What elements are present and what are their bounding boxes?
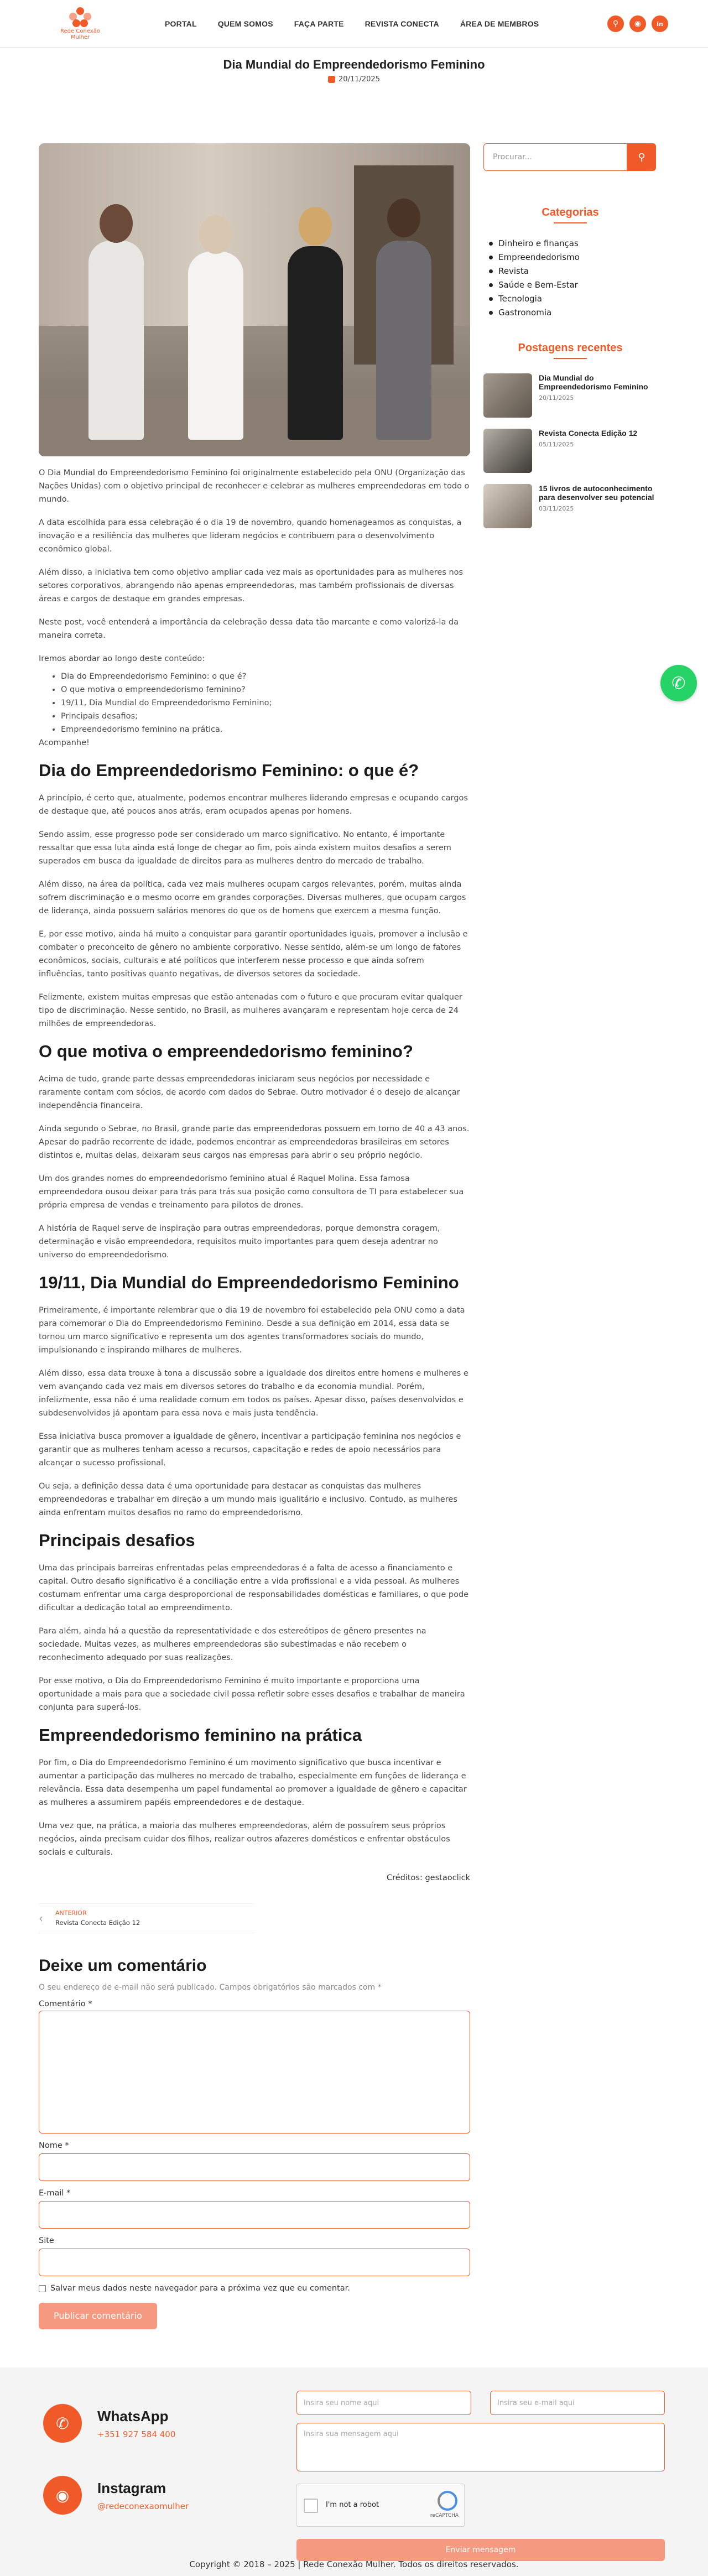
search-icon[interactable]: ⚲: [607, 15, 624, 32]
section-paragraph: Além disso, essa data trouxe à tona a discussão sobre a igualdade dos direitos entre homens e mulheres e vem avançando cada vez mais em diversos setores do trabalho e da economia mundial. Porém, infelizmente, essa não é uma realidade comum em todos os países. Apesar disso, países desenvolvidos e subdesenvolvidos já apontam para essa nova e mais justa tendência.: [39, 1369, 468, 1418]
post-content: [39, 143, 470, 2329]
whatsapp-contact[interactable]: [43, 2404, 175, 2443]
instagram-icon: ◉: [43, 2476, 82, 2515]
site-logo[interactable]: [55, 7, 105, 40]
recent-post-date: 03/11/2025: [539, 505, 574, 512]
comment-textarea[interactable]: [39, 2011, 470, 2133]
logo-icon: [69, 7, 91, 27]
section-paragraph: Sendo assim, esse progresso pode ser considerado um marco significativo. No entanto, é importante ressaltar que essa luta ainda está longe de chegar ao fim, pois ainda existem muitos desafios a serem superados em busca da igualdade de direitos para as mulheres dentro do mercado de trabalho.: [39, 830, 451, 866]
name-input[interactable]: [39, 2153, 470, 2181]
previous-post-title: Revista Conecta Edição 12: [55, 1919, 140, 1927]
site-label: Site: [39, 2236, 54, 2245]
section-paragraph: Por fim, o Dia do Empreendedorismo Feminino é um movimento significativo que busca incentivar e aumentar a participação das mulheres no mercado de trabalho, especialmente em funções de liderança e relevância. Essa data desempenha um papel fundamental ao promover a igualdade de gênero e capacitar as mulheres a assumirem papéis empreendedores e de destaque.: [39, 1758, 467, 1807]
section-paragraph: Por esse motivo, o Dia do Empreendedorismo Feminino é muito importante e proporciona uma oportunidade a mais para que a sociedade civil possa refletir sobre esses desafios e trabalhar de maneira conjunta para superá-los.: [39, 1677, 465, 1712]
categories-title: Categorias: [542, 206, 599, 218]
contact-email-input[interactable]: Insira seu e-mail aqui: [490, 2391, 665, 2415]
submit-comment-button[interactable]: Publicar comentário: [39, 2303, 157, 2329]
category-link[interactable]: Revista: [489, 264, 657, 278]
copyright: Copyright © 2018 – 2025 | Rede Conexão Mulher. Todos os direitos reservados.: [189, 2559, 519, 2569]
recaptcha-label: I'm not a robot: [326, 2501, 379, 2509]
calendar-icon: [328, 76, 335, 83]
toc-item: • Dia do Empreendedorismo Feminino: o que é?: [61, 670, 470, 683]
section-paragraph: Acima de tudo, grande parte dessas empreendedoras iniciaram seus negócios por necessidade e raramente contam com sócios, de acordo com dados do Sebrae. Outro motivador é o desejo de alcançar independência financeira.: [39, 1075, 460, 1110]
category-link[interactable]: Saúde e Bem-Estar: [489, 278, 657, 292]
save-info-checkbox[interactable]: [39, 2285, 46, 2292]
section-paragraph: Primeiramente, é importante relembrar que o dia 19 de novembro foi estabelecido pela ONU como a data para comemorar o Dia do Empreendedorismo Feminino. Desde a sua definição em 2014, essa data se tornou um marco significativo e representa um dos agentes transformadores sociais do mundo, impulsionando e inspirando milhares de mulheres.: [39, 1306, 465, 1355]
intro-paragraph: Além disso, a iniciativa tem como objetivo ampliar cada vez mais as oportunidades para as mulheres nos setores corporativos, abrangendo não apenas empreendedoras, mas também profissionais de diversas áreas e cargos de destaque em grandes empresas.: [39, 568, 464, 603]
recent-posts-title: Postagens recentes: [518, 342, 623, 354]
post-title: Dia Mundial do Empreendedorismo Feminino: [223, 58, 485, 71]
intro-paragraph: A data escolhida para essa celebração é o dia 19 de novembro, quando homenageamos as conquistas, a inovação e a resiliência das mulheres que lideram negócios e contribuem para o desenvolvimento econômico global.: [39, 518, 462, 554]
section-heading: O que motiva o empreendedorismo feminino?: [39, 1042, 413, 1061]
instagram-contact[interactable]: [43, 2476, 189, 2515]
logo-text-line2: Mulher: [70, 34, 90, 40]
instagram-title: Instagram: [97, 2479, 166, 2496]
section-paragraph: A história de Raquel serve de inspiração para outras empreendedoras, porque demonstra coragem, determinação e visão empreendedora, requisitos muito importantes para quem deseja adentrar no universo do empreendedorismo.: [39, 1224, 440, 1260]
intro-paragraph: O Dia Mundial do Empreendedorismo Feminino foi originalmente estabelecido pela ONU (Organização das Nações Unidas) com o objetivo principal de reconhecer e celebrar as mulheres empreendedoras em todo o mundo.: [39, 469, 470, 504]
whatsapp-number[interactable]: +351 927 584 400: [97, 2429, 176, 2439]
search-icon: ⚲: [638, 151, 645, 163]
nav-area-de-membros[interactable]: ÁREA DE MEMBROS: [460, 19, 539, 28]
recent-post-thumbnail[interactable]: [483, 484, 532, 528]
search-button[interactable]: [627, 143, 656, 171]
nav-faca-parte[interactable]: FAÇA PARTE: [294, 19, 344, 28]
whatsapp-title: WhatsApp: [97, 2407, 169, 2424]
section-heading: 19/11, Dia Mundial do Empreendedorismo Feminino: [39, 1273, 459, 1292]
post-credits: Créditos: gestaoclick: [386, 1874, 470, 1882]
recaptcha-checkbox[interactable]: [304, 2499, 318, 2513]
recent-post-title[interactable]: Revista Conecta Edição 12: [539, 429, 638, 438]
section-heading: Empreendedorismo feminino na prática: [39, 1725, 362, 1745]
send-message-button[interactable]: Enviar mensagem: [296, 2539, 665, 2561]
recent-post[interactable]: [483, 484, 657, 528]
search-input[interactable]: Procurar...: [483, 143, 627, 171]
section-paragraph: Ou seja, a definição dessa data é uma oportunidade para destacar as conquistas das mulheres empreendedoras e trabalhar em direção a um mundo mais igualitário e inclusivo. Contudo, as mulheres ainda enfrentam muitos desafios no ramo do empreendedorismo.: [39, 1482, 457, 1517]
recent-post-date: 05/11/2025: [539, 441, 574, 448]
comment-label: Comentário *: [39, 2000, 92, 2008]
section-heading: Dia do Empreendedorismo Feminino: o que é?: [39, 761, 419, 780]
instagram-handle[interactable]: @redeconexaomulher: [97, 2501, 189, 2511]
instagram-icon[interactable]: ◉: [629, 15, 646, 32]
email-label: E-mail *: [39, 2189, 71, 2198]
category-link[interactable]: Tecnologia: [489, 292, 657, 306]
recent-post-title[interactable]: 15 livros de autoconhecimento para desenvolver seu potencial: [539, 484, 654, 502]
previous-post-label: ANTERIOR: [55, 1909, 87, 1917]
recent-post-date: 20/11/2025: [539, 394, 574, 402]
sidebar-search: [483, 143, 657, 171]
toc-item: • O que motiva o empreendedorismo feminino?: [61, 683, 470, 696]
category-link[interactable]: Empreendedorismo: [489, 251, 657, 264]
logo-text-line1: Rede Conexão: [60, 28, 100, 34]
category-link[interactable]: Dinheiro e finanças: [489, 237, 657, 251]
section-paragraph: Um dos grandes nomes do empreendedorismo feminino atual é Raquel Molina. Essa famosa empreendedora ousou deixar para trás para trás sua posição como consultora de TI para estabelecer sua própria empresa de vendas e treinamento para pilotos de drones.: [39, 1174, 464, 1210]
section-paragraph: Além disso, na área da política, cada vez mais mulheres ocupam cargos relevantes, porém, muitas ainda sofrem discriminação e o mesmo ocorre em grandes corporações. Diversas mulheres, que ocupam cargos de liderança, ainda possuem salários menores do que os de homens que exercem a mesma função.: [39, 880, 466, 915]
category-link[interactable]: Gastronomia: [489, 306, 657, 320]
section-paragraph: E, por esse motivo, ainda há muito a conquistar para garantir oportunidades iguais, promover a inclusão e combater o preconceito de gênero no ambiente corporativo. Nesse sentido, além-se um longo de fatores econômicos, sociais, culturais e até políticos que interferem nesse processo e que ainda sofrem influências, tanto positivas quanto negativas, de diversos setores da sociedade.: [39, 930, 468, 979]
section-paragraph: Felizmente, existem muitas empresas que estão antenadas com o futuro e que procuram evitar qualquer tipo de discriminação. Nesse sentido, no Brasil, as mulheres avançaram e representam hoje cerca de 24 milhões de empreendedoras.: [39, 993, 462, 1028]
section-paragraph: Ainda segundo o Sebrae, no Brasil, grande parte das empreendedoras possuem em torno de 40 a 43 anos. Apesar do padrão recorrente de idade, podemos encontrar as empreendedoras brasileiras em setores distintos e, muitas delas, deixaram seus cargos nas empresas para abrir o seu próprio negócio.: [39, 1125, 470, 1160]
recaptcha-widget: [296, 2484, 465, 2527]
comment-form: [39, 1956, 470, 2329]
section-heading: Principais desafios: [39, 1531, 195, 1550]
intro-paragraph: Neste post, você entenderá a importância da celebração dessa data tão marcante e como valorizá-la da maneira correta.: [39, 618, 459, 640]
contact-message-input[interactable]: Insira sua mensagem aqui: [296, 2423, 665, 2471]
site-input[interactable]: [39, 2249, 470, 2276]
sidebar: [483, 143, 657, 539]
name-label: Nome *: [39, 2141, 69, 2150]
recent-post-title[interactable]: Dia Mundial do Empreendedorismo Feminino: [539, 373, 648, 391]
section-paragraph: Para além, ainda há a questão da representatividade e dos estereótipos de gênero presentes na sociedade. Muitas vezes, as mulheres empreendedoras são subestimadas e não recebem o reconhecimento adequado por suas realizações.: [39, 1627, 426, 1662]
toc-end: Acompanhe!: [39, 738, 90, 747]
section-paragraph: Uma vez que, na prática, a maioria das mulheres empreendedoras, além de possuírem seus próprios negócios, ainda precisam cuidar dos filhos, realizar outros afazeres domésticos e enfrentar obstáculos sociais e culturais.: [39, 1822, 450, 1857]
nav-quem-somos[interactable]: QUEM SOMOS: [217, 19, 273, 28]
contact-form: [296, 2391, 665, 2561]
toc-item: • 19/11, Dia Mundial do Empreendedorismo Feminino;: [61, 696, 470, 710]
whatsapp-float-button[interactable]: [660, 665, 697, 701]
save-info-label: Salvar meus dados neste navegador para a próxima vez que eu comentar.: [50, 2284, 350, 2293]
recent-post-thumbnail[interactable]: [483, 429, 532, 473]
comment-form-title: Deixe um comentário: [39, 1956, 207, 1975]
previous-post-link[interactable]: [39, 1903, 254, 1933]
email-input[interactable]: [39, 2201, 470, 2229]
post-featured-image: [39, 143, 470, 456]
comment-form-note: O seu endereço de e-mail não será publicado. Campos obrigatórios são marcados com *: [39, 1983, 382, 1992]
nav-revista-conecta[interactable]: REVISTA CONECTA: [365, 19, 439, 28]
post-date: 20/11/2025: [339, 75, 380, 84]
intro-paragraph: Iremos abordar ao longo deste conteúdo:: [39, 654, 205, 663]
recent-posts-list: [483, 373, 657, 528]
categories-list: [489, 237, 657, 320]
linkedin-icon[interactable]: in: [652, 15, 668, 32]
recaptcha-logo-icon: [438, 2491, 457, 2511]
section-paragraph: Uma das principais barreiras enfrentadas pelas empreendedoras é a falta de acesso a financiamento e capital. Outro desafio significativo é a conciliação entre a vida profissional e a vida pessoal. As mulheres costumam enfrentar uma carga desproporcional de responsabilidades domésticas e familiares, o que pode dificultar a dedicação total ao empreendimento.: [39, 1564, 469, 1612]
section-paragraph: Essa iniciativa busca promover a igualdade de gênero, incentivar a participação feminina nos negócios e garantir que as mulheres tenham acesso a recursos, capacitação e redes de apoio necessários para alcançar o sucesso profissional.: [39, 1432, 461, 1467]
toc-list: [61, 670, 470, 736]
contact-name-input[interactable]: Insira seu nome aqui: [296, 2391, 471, 2415]
site-header: [0, 0, 708, 48]
recaptcha-brand: reCAPTCHA: [430, 2513, 459, 2518]
recent-post[interactable]: [483, 373, 657, 418]
whatsapp-icon: ✆: [671, 673, 686, 693]
post-header: [0, 58, 708, 84]
recent-post-thumbnail[interactable]: [483, 373, 532, 418]
whatsapp-icon: ✆: [43, 2404, 82, 2443]
main-nav: [165, 0, 560, 48]
site-footer: [0, 2367, 708, 2576]
section-paragraph: A princípio, é certo que, atualmente, podemos encontrar mulheres liderando empresas e ocupando cargos de destaque que, até poucos anos atrás, eram ocupados apenas por homens.: [39, 794, 468, 816]
nav-portal[interactable]: PORTAL: [165, 19, 197, 28]
toc-item: • Principais desafios;: [61, 710, 470, 723]
chevron-left-icon: ‹: [39, 1912, 43, 1925]
toc-item: • Empreendedorismo feminino na prática.: [61, 723, 470, 736]
recent-post[interactable]: [483, 429, 657, 473]
